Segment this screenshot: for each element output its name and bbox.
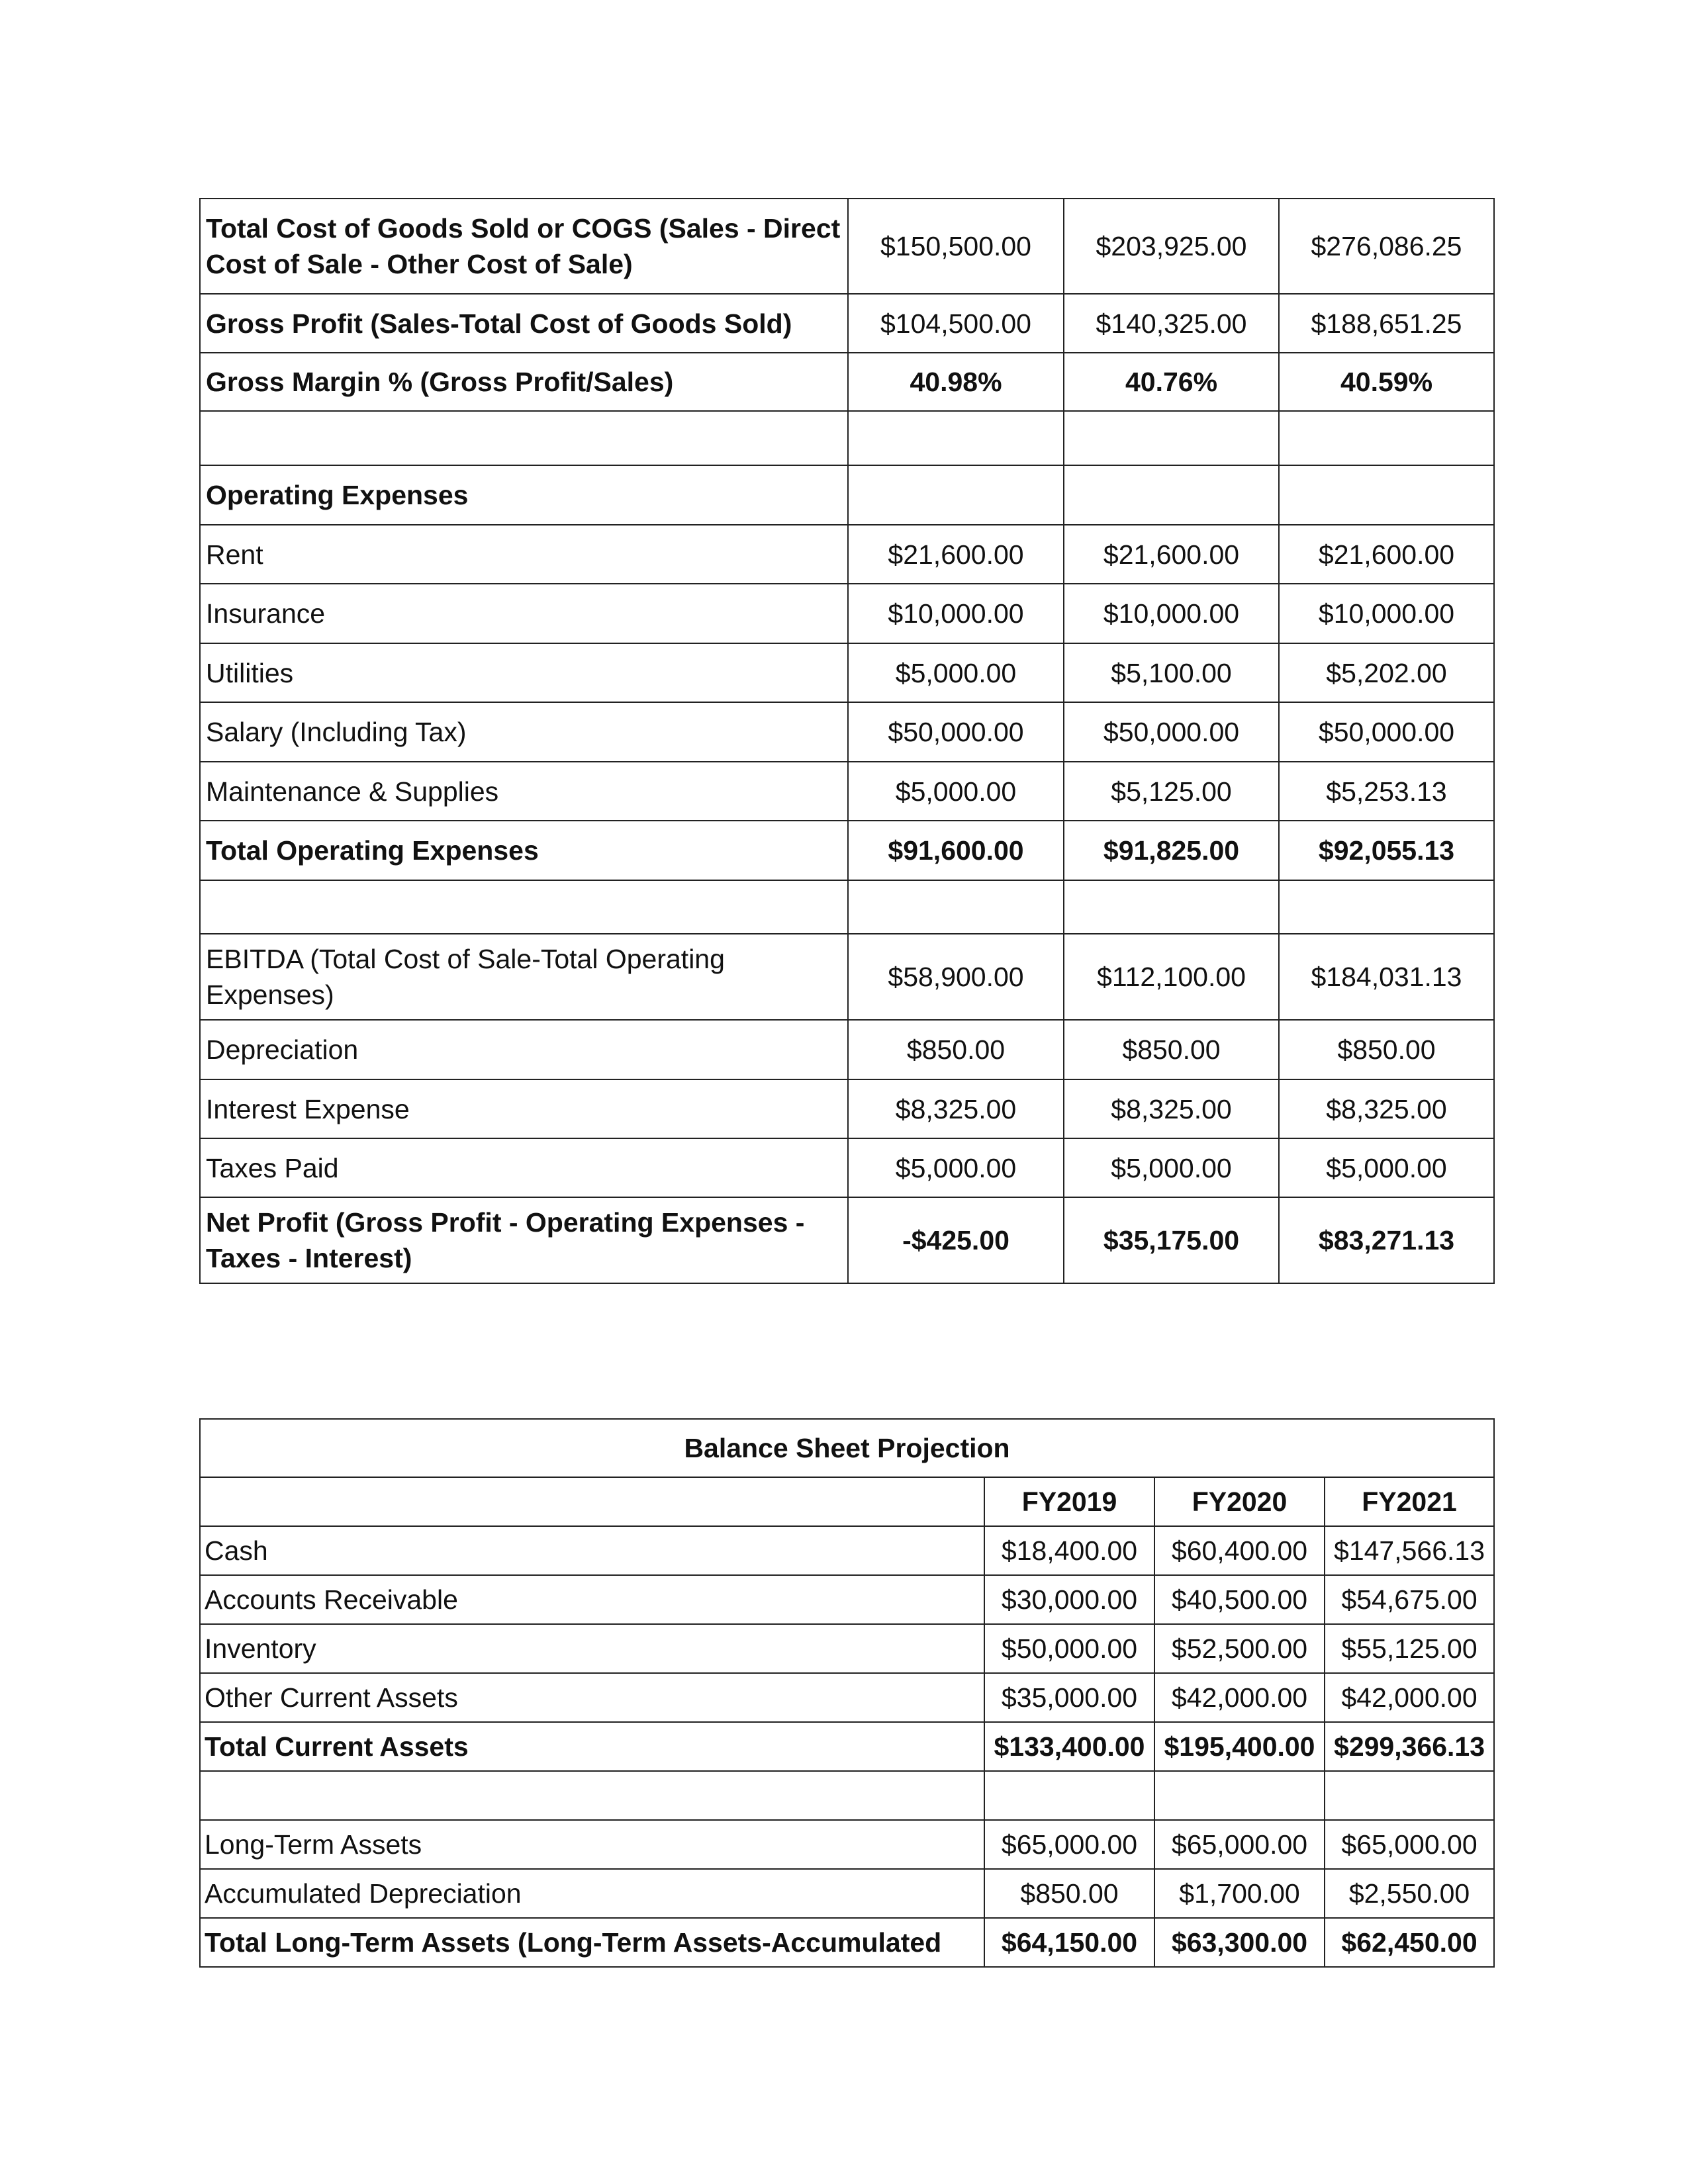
row-label bbox=[200, 1771, 984, 1820]
value-cell: $850.00 bbox=[1064, 1020, 1279, 1079]
row-label: Total Long-Term Assets (Long-Term Assets-Accumulated bbox=[200, 1918, 984, 1967]
row-label: Total Current Assets bbox=[200, 1722, 984, 1771]
value-cell: $299,366.13 bbox=[1325, 1722, 1494, 1771]
table-row bbox=[200, 1722, 1494, 1771]
balance-sheet-table bbox=[199, 1418, 1495, 1968]
table-row bbox=[200, 1820, 1494, 1869]
table-row bbox=[200, 1918, 1494, 1967]
value-cell: $21,600.00 bbox=[848, 525, 1064, 584]
row-label: Insurance bbox=[200, 584, 848, 643]
value-cell: $42,000.00 bbox=[1154, 1673, 1325, 1722]
value-cell: $195,400.00 bbox=[1154, 1722, 1325, 1771]
row-label: Cash bbox=[200, 1526, 984, 1575]
value-cell: $5,253.13 bbox=[1279, 762, 1494, 821]
table-row bbox=[200, 1575, 1494, 1624]
value-cell: 40.98% bbox=[848, 353, 1064, 411]
value-cell: $52,500.00 bbox=[1154, 1624, 1325, 1673]
value-cell bbox=[984, 1771, 1154, 1820]
value-cell: $203,925.00 bbox=[1064, 199, 1279, 294]
table-row bbox=[200, 821, 1494, 880]
table-row bbox=[200, 525, 1494, 584]
income-statement-table bbox=[199, 198, 1495, 1284]
row-label: Utilities bbox=[200, 643, 848, 702]
table-row bbox=[200, 411, 1494, 465]
table-row bbox=[200, 1197, 1494, 1283]
value-cell: -$425.00 bbox=[848, 1197, 1064, 1283]
value-cell: $30,000.00 bbox=[984, 1575, 1154, 1624]
header-cell-fy2019: FY2019 bbox=[984, 1477, 1154, 1526]
value-cell: $42,000.00 bbox=[1325, 1673, 1494, 1722]
value-cell bbox=[848, 880, 1064, 934]
table-row bbox=[200, 1869, 1494, 1918]
value-cell: $92,055.13 bbox=[1279, 821, 1494, 880]
table-row bbox=[200, 880, 1494, 934]
table-row bbox=[200, 1771, 1494, 1820]
row-label: Long-Term Assets bbox=[200, 1820, 984, 1869]
balance-sheet-header-row bbox=[200, 1477, 1494, 1526]
row-label: EBITDA (Total Cost of Sale-Total Operating Expenses) bbox=[200, 934, 848, 1020]
row-label: Depreciation bbox=[200, 1020, 848, 1079]
value-cell: $104,500.00 bbox=[848, 294, 1064, 353]
balance-sheet-title: Balance Sheet Projection bbox=[200, 1419, 1494, 1477]
value-cell: $850.00 bbox=[848, 1020, 1064, 1079]
value-cell: $8,325.00 bbox=[848, 1079, 1064, 1138]
value-cell: 40.59% bbox=[1279, 353, 1494, 411]
header-cell-label bbox=[200, 1477, 984, 1526]
value-cell: $63,300.00 bbox=[1154, 1918, 1325, 1967]
row-label: Interest Expense bbox=[200, 1079, 848, 1138]
value-cell: $5,202.00 bbox=[1279, 643, 1494, 702]
table-row bbox=[200, 1624, 1494, 1673]
value-cell: $10,000.00 bbox=[1279, 584, 1494, 643]
value-cell: $184,031.13 bbox=[1279, 934, 1494, 1020]
value-cell: $60,400.00 bbox=[1154, 1526, 1325, 1575]
value-cell: $21,600.00 bbox=[1064, 525, 1279, 584]
row-label: Operating Expenses bbox=[200, 465, 848, 525]
table-row bbox=[200, 294, 1494, 353]
row-label: Total Cost of Goods Sold or COGS (Sales - Direct Cost of Sale - Other Cost of Sale) bbox=[200, 199, 848, 294]
value-cell: $21,600.00 bbox=[1279, 525, 1494, 584]
value-cell bbox=[1154, 1771, 1325, 1820]
value-cell: $50,000.00 bbox=[1279, 702, 1494, 762]
value-cell: $50,000.00 bbox=[848, 702, 1064, 762]
row-label bbox=[200, 411, 848, 465]
row-label: Gross Margin % (Gross Profit/Sales) bbox=[200, 353, 848, 411]
value-cell: $133,400.00 bbox=[984, 1722, 1154, 1771]
value-cell: $147,566.13 bbox=[1325, 1526, 1494, 1575]
value-cell: $91,600.00 bbox=[848, 821, 1064, 880]
row-label: Accumulated Depreciation bbox=[200, 1869, 984, 1918]
value-cell: $10,000.00 bbox=[848, 584, 1064, 643]
value-cell: $65,000.00 bbox=[984, 1820, 1154, 1869]
table-row bbox=[200, 1079, 1494, 1138]
row-label bbox=[200, 880, 848, 934]
value-cell bbox=[1279, 880, 1494, 934]
table-row bbox=[200, 934, 1494, 1020]
value-cell: $50,000.00 bbox=[1064, 702, 1279, 762]
value-cell: $8,325.00 bbox=[1279, 1079, 1494, 1138]
value-cell: $58,900.00 bbox=[848, 934, 1064, 1020]
value-cell: $35,175.00 bbox=[1064, 1197, 1279, 1283]
value-cell bbox=[848, 465, 1064, 525]
value-cell: $50,000.00 bbox=[984, 1624, 1154, 1673]
table-row bbox=[200, 353, 1494, 411]
value-cell bbox=[1064, 465, 1279, 525]
row-label: Inventory bbox=[200, 1624, 984, 1673]
header-cell-fy2020: FY2020 bbox=[1154, 1477, 1325, 1526]
row-label: Accounts Receivable bbox=[200, 1575, 984, 1624]
value-cell: $5,000.00 bbox=[848, 1138, 1064, 1197]
row-label: Gross Profit (Sales-Total Cost of Goods Sold) bbox=[200, 294, 848, 353]
value-cell: $10,000.00 bbox=[1064, 584, 1279, 643]
value-cell: 40.76% bbox=[1064, 353, 1279, 411]
value-cell: $65,000.00 bbox=[1325, 1820, 1494, 1869]
table-row bbox=[200, 584, 1494, 643]
value-cell: $18,400.00 bbox=[984, 1526, 1154, 1575]
value-cell: $5,125.00 bbox=[1064, 762, 1279, 821]
value-cell: $1,700.00 bbox=[1154, 1869, 1325, 1918]
table-row bbox=[200, 1020, 1494, 1079]
value-cell: $5,000.00 bbox=[848, 643, 1064, 702]
row-label: Total Operating Expenses bbox=[200, 821, 848, 880]
row-label: Salary (Including Tax) bbox=[200, 702, 848, 762]
value-cell: $35,000.00 bbox=[984, 1673, 1154, 1722]
row-label: Taxes Paid bbox=[200, 1138, 848, 1197]
value-cell: $5,100.00 bbox=[1064, 643, 1279, 702]
value-cell bbox=[1064, 880, 1279, 934]
value-cell bbox=[1279, 411, 1494, 465]
table-row bbox=[200, 1138, 1494, 1197]
row-label: Other Current Assets bbox=[200, 1673, 984, 1722]
table-row bbox=[200, 762, 1494, 821]
value-cell: $65,000.00 bbox=[1154, 1820, 1325, 1869]
value-cell: $5,000.00 bbox=[848, 762, 1064, 821]
value-cell: $276,086.25 bbox=[1279, 199, 1494, 294]
table-row bbox=[200, 465, 1494, 525]
value-cell: $40,500.00 bbox=[1154, 1575, 1325, 1624]
table-row bbox=[200, 643, 1494, 702]
value-cell: $8,325.00 bbox=[1064, 1079, 1279, 1138]
value-cell bbox=[1064, 411, 1279, 465]
value-cell: $850.00 bbox=[1279, 1020, 1494, 1079]
value-cell: $62,450.00 bbox=[1325, 1918, 1494, 1967]
value-cell bbox=[1279, 465, 1494, 525]
value-cell: $850.00 bbox=[984, 1869, 1154, 1918]
row-label: Rent bbox=[200, 525, 848, 584]
value-cell bbox=[848, 411, 1064, 465]
header-cell-fy2021: FY2021 bbox=[1325, 1477, 1494, 1526]
value-cell: $5,000.00 bbox=[1064, 1138, 1279, 1197]
value-cell: $188,651.25 bbox=[1279, 294, 1494, 353]
row-label: Maintenance & Supplies bbox=[200, 762, 848, 821]
value-cell: $150,500.00 bbox=[848, 199, 1064, 294]
value-cell: $112,100.00 bbox=[1064, 934, 1279, 1020]
table-row bbox=[200, 1673, 1494, 1722]
value-cell: $54,675.00 bbox=[1325, 1575, 1494, 1624]
value-cell: $64,150.00 bbox=[984, 1918, 1154, 1967]
balance-sheet-title-row bbox=[200, 1419, 1494, 1477]
table-row bbox=[200, 702, 1494, 762]
table-row bbox=[200, 199, 1494, 294]
value-cell: $83,271.13 bbox=[1279, 1197, 1494, 1283]
value-cell: $5,000.00 bbox=[1279, 1138, 1494, 1197]
value-cell: $91,825.00 bbox=[1064, 821, 1279, 880]
value-cell: $2,550.00 bbox=[1325, 1869, 1494, 1918]
table-row bbox=[200, 1526, 1494, 1575]
value-cell: $140,325.00 bbox=[1064, 294, 1279, 353]
value-cell: $55,125.00 bbox=[1325, 1624, 1494, 1673]
value-cell bbox=[1325, 1771, 1494, 1820]
row-label: Net Profit (Gross Profit - Operating Expenses - Taxes - Interest) bbox=[200, 1197, 848, 1283]
